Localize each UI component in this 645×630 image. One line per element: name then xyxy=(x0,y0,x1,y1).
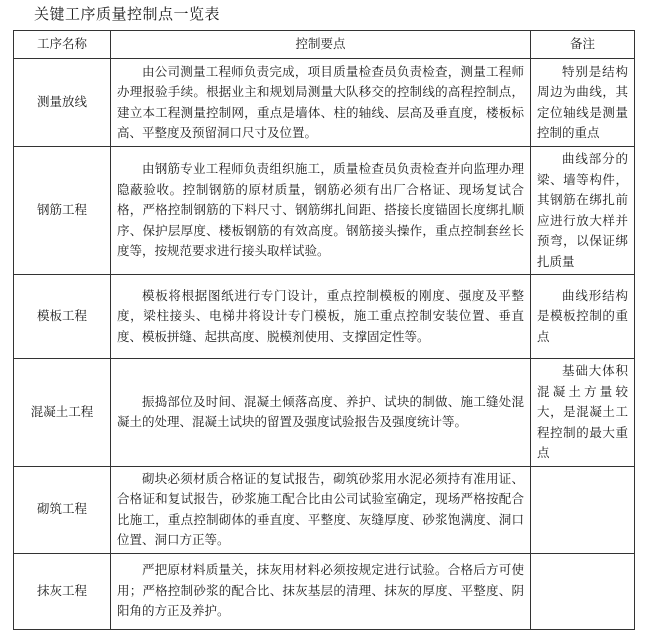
process-name: 混凝土工程 xyxy=(14,359,111,467)
remarks: 曲线部分的梁、墙等构件，其钢筋在绑扎前应进行放大样并预弯，以保证绑扎质量 xyxy=(531,147,635,275)
control-points: 模板将根据图纸进行专门设计，重点控制模板的刚度、强度及平整度，梁柱接头、电梯井将设计专门模板，施工重点控制安装位置、垂直度、模板拼缝、起拱高度、脱模剂使用、支撑固定性等。 xyxy=(111,275,531,359)
remarks: 基础大体积混凝土方量较大，是混凝土工程控制的最大重点 xyxy=(531,359,635,467)
remarks xyxy=(531,466,635,553)
remarks: 曲线形结构是模板控制的重点 xyxy=(531,275,635,359)
control-points: 由公司测量工程师负责完成，项目质量检查员负责检查，测量工程师办理报验手续。根据业主和规划局测量大队移交的控制线的高程控制点，建立本工程测量控制网，重点是墙体、柱的轴线、层高及垂直度，楼板标高、平整度及预留洞口尺寸及位置。 xyxy=(111,59,531,147)
header-remarks: 备注 xyxy=(531,31,635,59)
table-row xyxy=(14,275,635,359)
control-points: 振捣部位及时间、混凝土倾落高度、养护、试块的制做、施工缝处混凝土的处理、混凝土试块的留置及强度试验报告及强度统计等。 xyxy=(111,359,531,467)
process-name: 测量放线 xyxy=(14,59,111,147)
remarks: 特别是结构周边为曲线，其定位轴线是测量控制的重点 xyxy=(531,59,635,147)
header-process-name: 工序名称 xyxy=(14,31,111,59)
table-row xyxy=(14,147,635,275)
process-name: 模板工程 xyxy=(14,275,111,359)
process-name: 砌筑工程 xyxy=(14,466,111,553)
table-row xyxy=(14,59,635,147)
control-points: 砌块必须材质合格证的复试报告，砌筑砂浆用水泥必须持有准用证、合格证和复试报告，砂浆施工配合比由公司试验室确定，现场严格按配合比施工，重点控制砌体的垂直度、平整度、灰缝厚度、砂浆饱满度、洞口位置、洞口方正等。 xyxy=(111,466,531,553)
remarks xyxy=(531,553,635,629)
table-row xyxy=(14,553,635,629)
table-row xyxy=(14,466,635,553)
control-points: 由钢筋专业工程师负责组织施工，质量检查员负责检查并向监理办理隐蔽验收。控制钢筋的原材质量，钢筋必须有出厂合格证、现场复试合格，严格控制钢筋的下料尺寸、钢筋绑扎间距、搭接长度锚固长度绑扎顺序、保护层厚度、楼板钢筋的有效高度。钢筋接头操作，重点控制套丝长度等，按规范要求进行接头取样试验。 xyxy=(111,147,531,275)
quality-control-table xyxy=(13,30,635,630)
table-row xyxy=(14,359,635,467)
header-control-points: 控制要点 xyxy=(111,31,531,59)
process-name: 抹灰工程 xyxy=(14,553,111,629)
table-title: 关键工序质量控制点一览表 xyxy=(34,5,221,23)
control-points: 严把原材料质量关，抹灰用材料必须按规定进行试验。合格后方可使用；严格控制砂浆的配合比、抹灰基层的清理、抹灰的厚度、平整度、阴阳角的方正及养护。 xyxy=(111,553,531,629)
header-row xyxy=(14,31,635,59)
process-name: 钢筋工程 xyxy=(14,147,111,275)
